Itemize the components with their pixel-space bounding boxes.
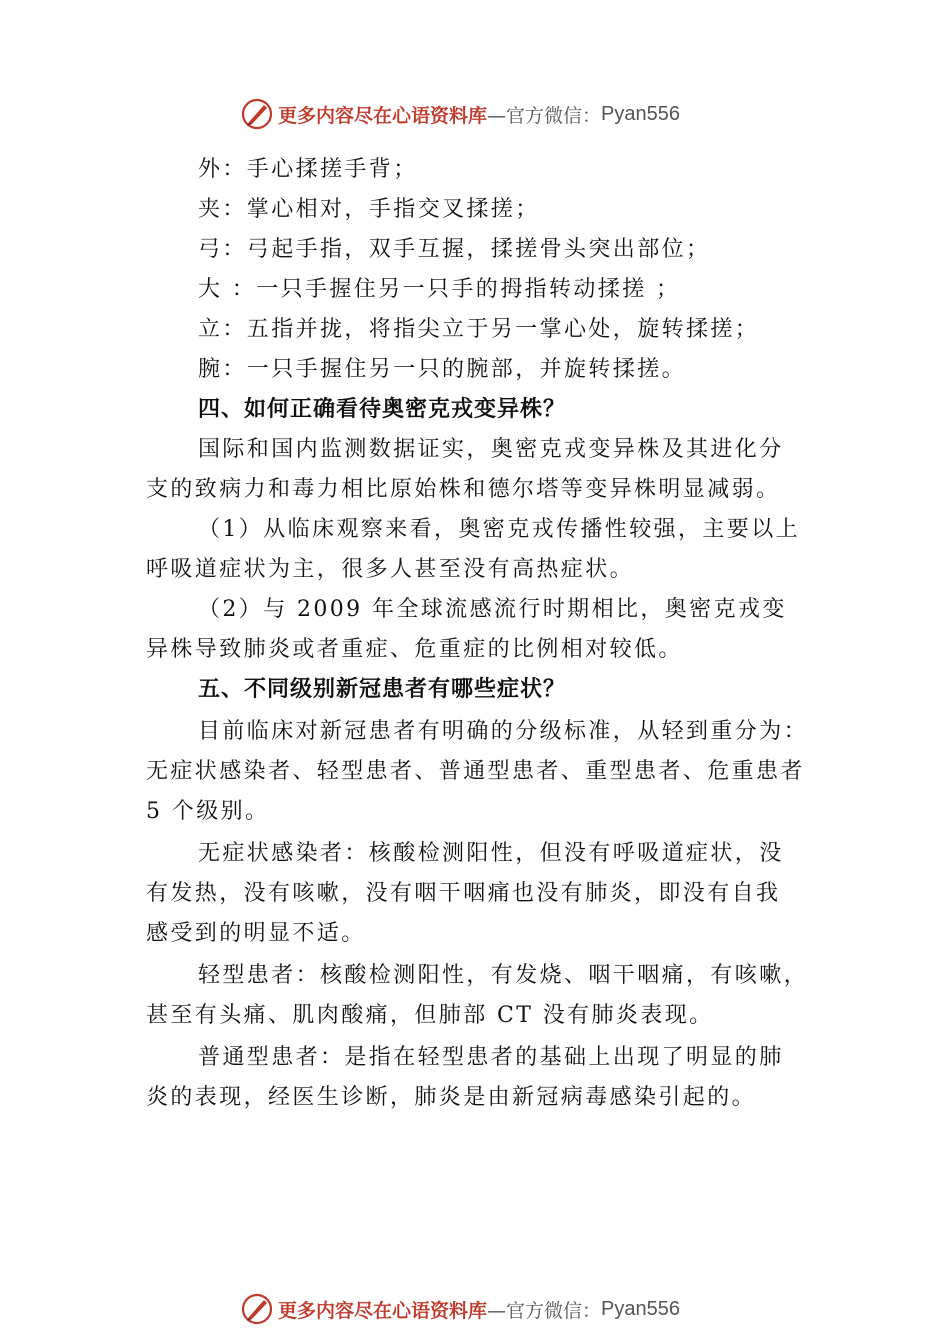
wash-step-6: 腕：一只手握住另一只的腕部，并旋转揉搓。	[198, 357, 687, 382]
section-5-paragraph-2-line-1: 无症状感染者：核酸检测阳性，但没有呼吸道症状，没	[198, 841, 784, 866]
wash-step-2: 夹：掌心相对，手指交叉揉搓；	[198, 197, 540, 222]
section-5-paragraph-2-line-3: 感受到的明显不适。	[146, 921, 366, 946]
section-5-paragraph-1-line-3: 5 个级别。	[146, 799, 270, 824]
section-5-paragraph-2-line-2: 有发热，没有咳嗽，没有咽干咽痛也没有肺炎，即没有自我	[146, 881, 781, 906]
pen-logo-icon	[240, 97, 274, 131]
section-5-paragraph-3-line-2: 甚至有头痛、肌肉酸痛，但肺部 CT 没有肺炎表现。	[146, 1003, 714, 1028]
wash-step-5: 立：五指并拢，将指尖立于另一掌心处，旋转揉搓；	[198, 317, 760, 342]
banner-wechat-id: Pyan556	[601, 1297, 680, 1320]
section-5-paragraph-1-line-2: 无症状感染者、轻型患者、普通型患者、重型患者、危重患者	[146, 759, 805, 784]
banner-separator: —官方微信：	[487, 1299, 602, 1322]
wash-step-3: 弓：弓起手指，双手互握，揉搓骨头突出部位；	[198, 237, 711, 262]
section-5-heading: 五、不同级别新冠患者有哪些症状？	[198, 677, 567, 702]
banner-title: 更多内容尽在心语资料库	[278, 1299, 488, 1322]
wash-step-1: 外：手心揉搓手背；	[198, 157, 418, 182]
header-banner	[240, 96, 680, 132]
section-4-paragraph-3-line-2: 异株导致肺炎或者重症、危重症的比例相对较低。	[146, 637, 683, 662]
banner-wechat-id: Pyan556	[601, 102, 680, 125]
section-4-paragraph-2-line-2: 呼吸道症状为主，很多人甚至没有高热症状。	[146, 557, 635, 582]
document-body	[146, 150, 846, 1118]
pen-logo-icon	[240, 1292, 274, 1326]
section-4-paragraph-1-line-2: 支的致病力和毒力相比原始株和德尔塔等变异株明显减弱。	[146, 477, 781, 502]
banner-separator: —官方微信：	[487, 104, 602, 127]
footer-banner	[240, 1291, 680, 1327]
section-5-paragraph-4-line-1: 普通型患者：是指在轻型患者的基础上出现了明显的肺	[198, 1045, 784, 1070]
section-4-heading: 四、如何正确看待奥密克戎变异株？	[198, 397, 567, 422]
section-4-paragraph-1-line-1: 国际和国内监测数据证实，奥密克戎变异株及其进化分	[198, 437, 784, 462]
wash-step-4: 大 ：一只手握住另一只手的拇指转动揉搓 ；	[198, 277, 681, 302]
section-5-paragraph-4-line-2: 炎的表现，经医生诊断，肺炎是由新冠病毒感染引起的。	[146, 1085, 757, 1110]
section-5-paragraph-3-line-1: 轻型患者：核酸检测阳性，有发烧、咽干咽痛，有咳嗽，	[198, 963, 809, 988]
section-4-paragraph-3-line-1: （2）与 2009 年全球流感流行时期相比，奥密克戎变	[198, 597, 787, 622]
section-4-paragraph-2-line-1: （1）从临床观察来看，奥密克戎传播性较强，主要以上	[198, 517, 800, 542]
banner-title: 更多内容尽在心语资料库	[278, 104, 488, 127]
section-5-paragraph-1-line-1: 目前临床对新冠患者有明确的分级标准，从轻到重分为：	[198, 719, 809, 744]
